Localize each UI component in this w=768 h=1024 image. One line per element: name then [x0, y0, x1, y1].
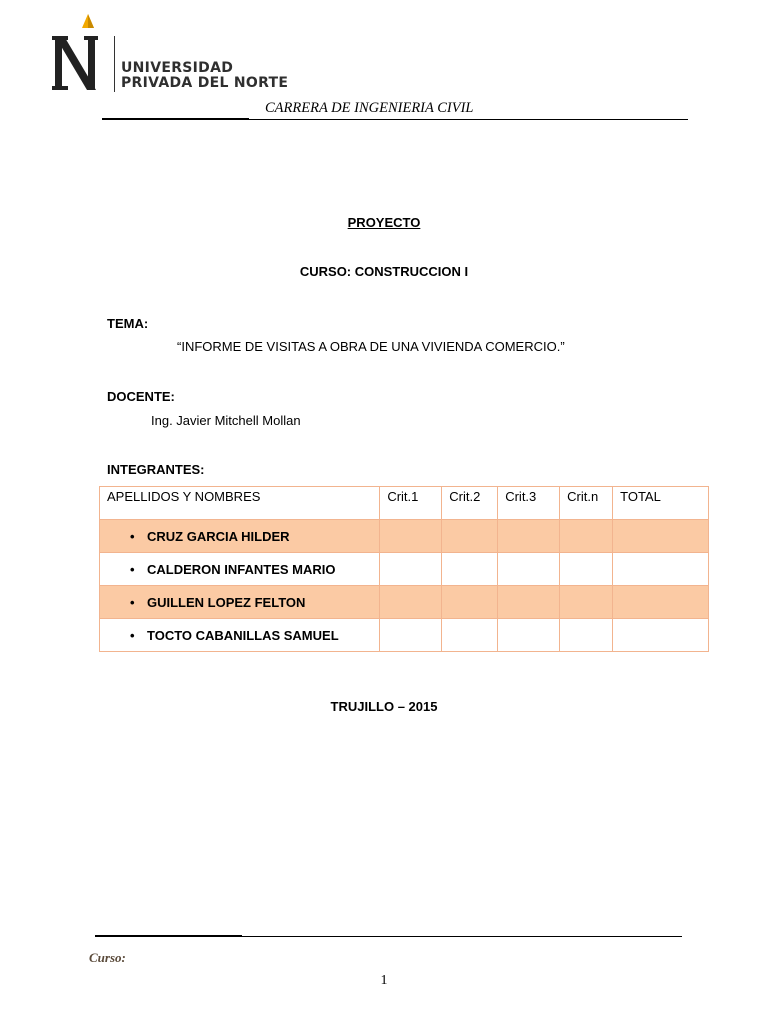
- member-name: GUILLEN LOPEZ FELTON: [147, 594, 306, 610]
- score-cell: [560, 586, 613, 619]
- table-header-cell: APELLIDOS Y NOMBRES: [100, 487, 380, 520]
- footer-rule-accent: [95, 935, 242, 937]
- member-name: TOCTO CABANILLAS SAMUEL: [147, 627, 339, 643]
- docente-value: Ing. Javier Mitchell Mollan: [151, 413, 301, 428]
- score-cell: [498, 619, 560, 652]
- table-row: [100, 619, 709, 652]
- bullet-icon: •: [130, 594, 135, 610]
- total-cell: [613, 586, 709, 619]
- total-cell: [613, 520, 709, 553]
- member-name-cell: [100, 619, 380, 652]
- table-row: [100, 520, 709, 553]
- member-name-cell: [100, 520, 380, 553]
- score-cell: [442, 553, 498, 586]
- table-header-cell: Crit.3: [498, 487, 560, 520]
- score-cell: [498, 520, 560, 553]
- score-cell: [560, 520, 613, 553]
- university-name-line2: PRIVADA DEL NORTE: [121, 75, 289, 91]
- member-name-cell: [100, 586, 380, 619]
- score-cell: [560, 619, 613, 652]
- table-header-cell: TOTAL: [613, 487, 709, 520]
- footer-course-label: Curso:: [89, 950, 126, 965]
- score-cell: [442, 520, 498, 553]
- header-career-title: CARRERA DE INGENIERIA CIVIL: [265, 100, 474, 116]
- score-cell: [442, 619, 498, 652]
- tema-label: TEMA:: [107, 316, 149, 331]
- score-cell: [560, 553, 613, 586]
- total-cell: [613, 619, 709, 652]
- course-line: CURSO: CONSTRUCCION I: [299, 264, 469, 279]
- university-name: [121, 61, 288, 91]
- score-cell: [380, 553, 442, 586]
- bullet-icon: •: [130, 528, 135, 544]
- project-heading: PROYECTO: [347, 215, 421, 230]
- tema-value: “INFORME DE VISITAS A OBRA DE UNA VIVIENDA COMERCIO.”: [177, 339, 565, 354]
- score-cell: [498, 553, 560, 586]
- university-n-logo-icon: [50, 10, 114, 94]
- member-name: CRUZ GARCIA HILDER: [147, 528, 290, 544]
- bullet-icon: •: [130, 627, 135, 643]
- bullet-icon: •: [130, 561, 135, 577]
- score-cell: [380, 619, 442, 652]
- table-header-cell: Crit.1: [380, 487, 442, 520]
- docente-label: DOCENTE:: [107, 389, 175, 404]
- university-logo: [50, 10, 300, 100]
- table-row: [100, 553, 709, 586]
- header-rule-accent: [102, 118, 249, 120]
- city-year: TRUJILLO – 2015: [330, 699, 438, 714]
- table-header-cell: Crit.n: [560, 487, 613, 520]
- table-header-row: [100, 487, 709, 520]
- member-name-cell: [100, 553, 380, 586]
- score-cell: [498, 586, 560, 619]
- university-name-line1: UNIVERSIDAD: [121, 60, 234, 76]
- table-row: [100, 586, 709, 619]
- member-name: CALDERON INFANTES MARIO: [147, 561, 336, 577]
- score-cell: [380, 520, 442, 553]
- integrantes-label: INTEGRANTES:: [107, 462, 205, 477]
- page-number: 1: [380, 973, 388, 988]
- logo-divider: [114, 36, 115, 92]
- members-table: [99, 486, 709, 652]
- score-cell: [442, 586, 498, 619]
- score-cell: [380, 586, 442, 619]
- table-header-cell: Crit.2: [442, 487, 498, 520]
- total-cell: [613, 553, 709, 586]
